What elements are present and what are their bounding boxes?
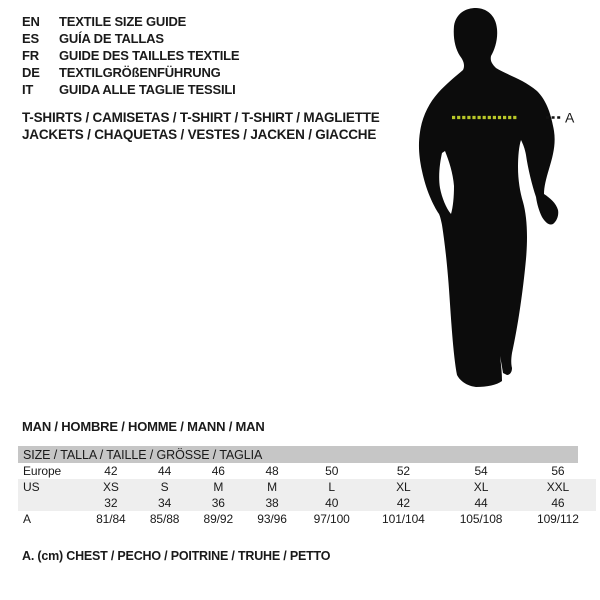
- row-label: A: [23, 512, 31, 526]
- category-line-tshirts: T-SHIRTS / CAMISETAS / T-SHIRT / T-SHIRT / MAGLIETTE: [22, 110, 380, 125]
- size-cell: 48: [265, 464, 279, 478]
- size-cell: 50: [325, 464, 339, 478]
- gender-heading: MAN / HOMBRE / HOMME / MANN / MAN: [22, 419, 265, 434]
- size-cell: XL: [396, 480, 411, 494]
- size-cell: 54: [474, 464, 488, 478]
- measure-note: A. (cm) CHEST / PECHO / POITRINE / TRUHE / PETTO: [22, 549, 331, 563]
- language-guide-list: [22, 13, 239, 98]
- table-row-chest-cm: [18, 511, 596, 527]
- guide-title: TEXTILGRÖßENFÜHRUNG: [59, 65, 221, 80]
- size-table-header: SIZE / TALLA / TAILLE / GRÖSSE / TAGLIA: [18, 446, 596, 463]
- language-row-de: [22, 64, 239, 81]
- size-cell: S: [160, 480, 169, 494]
- language-row-fr: [22, 47, 239, 64]
- size-cell: 42: [104, 464, 118, 478]
- table-row-europe: [18, 463, 596, 479]
- size-cell: 44: [474, 496, 488, 510]
- size-cell: XL: [473, 480, 489, 494]
- size-cell: 89/92: [203, 512, 234, 526]
- row-label: [18, 495, 84, 511]
- size-cell: 85/88: [149, 512, 180, 526]
- size-cell: 40: [325, 496, 339, 510]
- category-line-jackets: JACKETS / CHAQUETAS / VESTES / JACKEN / GIACCHE: [22, 127, 377, 142]
- language-row-it: [22, 81, 239, 98]
- row-label: Europe: [23, 464, 62, 478]
- size-cell: 105/108: [459, 512, 503, 526]
- guide-title: GUÍA DE TALLAS: [59, 31, 164, 46]
- size-cell: XS: [102, 480, 119, 494]
- measure-a-label: A: [565, 109, 575, 126]
- language-row-es: [22, 30, 239, 47]
- language-code: EN: [22, 14, 40, 29]
- guide-title: GUIDE DES TAILLES TEXTILE: [59, 48, 240, 63]
- size-cell: 32: [104, 496, 118, 510]
- size-cell: L: [328, 480, 335, 494]
- table-row-us-numbers: [18, 495, 596, 511]
- size-cell: 109/112: [537, 512, 579, 526]
- size-cell: 44: [158, 464, 172, 478]
- language-code: IT: [22, 82, 34, 97]
- row-label: US: [23, 480, 40, 494]
- table-row-us-letters: [18, 479, 596, 495]
- language-code: ES: [22, 31, 39, 46]
- language-code: DE: [22, 65, 40, 80]
- size-cell: 81/84: [96, 512, 126, 526]
- man-silhouette-figure: [410, 0, 600, 400]
- man-silhouette: [419, 8, 558, 387]
- size-cell: 52: [396, 464, 410, 478]
- size-cell: M: [267, 480, 277, 494]
- language-code: FR: [22, 48, 39, 63]
- guide-title: TEXTILE SIZE GUIDE: [59, 14, 187, 29]
- language-row-en: [22, 13, 239, 30]
- size-table: [18, 446, 596, 527]
- size-cell: 34: [158, 496, 172, 510]
- size-table-header-row: [18, 446, 596, 463]
- size-cell: 46: [551, 496, 565, 510]
- size-cell: 97/100: [313, 512, 350, 526]
- size-cell: 36: [211, 496, 225, 510]
- size-cell: 42: [396, 496, 410, 510]
- size-cell: 56: [551, 464, 565, 478]
- size-cell: M: [213, 480, 224, 494]
- size-cell: 93/96: [257, 512, 287, 526]
- size-cell: 38: [265, 496, 279, 510]
- size-cell: 46: [211, 464, 225, 478]
- garment-categories: [22, 109, 380, 143]
- size-cell: XXL: [546, 480, 570, 494]
- size-cell: 101/104: [382, 512, 425, 526]
- guide-title: GUIDA ALLE TAGLIE TESSILI: [59, 82, 236, 97]
